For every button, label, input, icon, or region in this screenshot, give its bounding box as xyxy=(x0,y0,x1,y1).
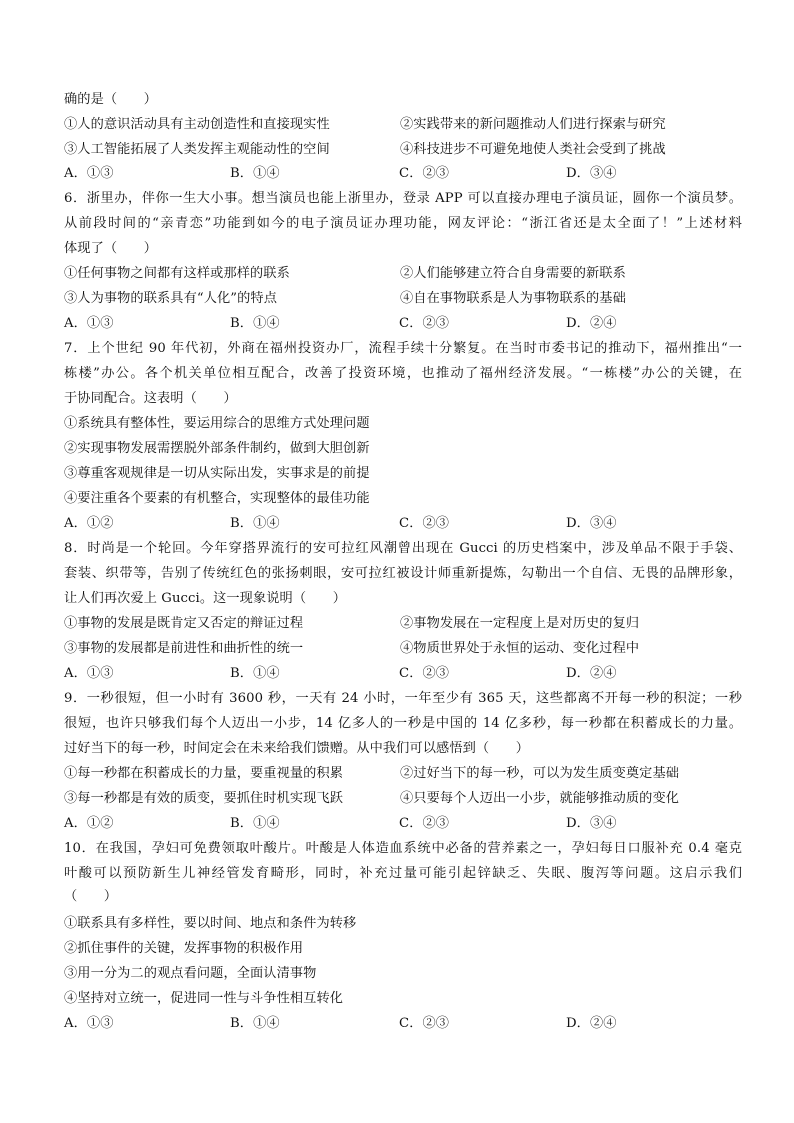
q9-option-d: D．③④ xyxy=(566,816,617,831)
option-d: D．③④ xyxy=(566,166,617,181)
q9-option-c: C．②③ xyxy=(399,816,450,831)
q8-item-1: ①事物的发展是既肯定又否定的辩证过程 xyxy=(64,616,304,631)
q10-option-b: B．①④ xyxy=(230,1016,280,1031)
q9-item-3: ③每一秒都是有效的质变，要抓住时机实现飞跃 xyxy=(64,791,344,806)
q6-option-a: A．①③ xyxy=(64,316,114,331)
q9-item-1: ①每一秒都在积蓄成长的力量，要重视量的积累 xyxy=(64,766,344,781)
q10-option-a: A．①③ xyxy=(64,1016,114,1031)
q6-item-3: ③人为事物的联系具有“人化”的特点 xyxy=(64,291,277,306)
q10-item-1: ①联系具有多样性，要以时间、地点和条件为转移 xyxy=(64,916,357,931)
q8-item-3: ③事物的发展都是前进性和曲折性的统一 xyxy=(64,641,304,656)
choice-item-3: ③人工智能拓展了人类发挥主观能动性的空间 xyxy=(64,142,330,157)
q7-stem-line-3: 于协同配合。这表明（ ） xyxy=(64,391,237,406)
q7-option-b: B．①④ xyxy=(230,516,280,531)
q10-item-2: ②抓住事件的关键，发挥事物的积极作用 xyxy=(64,941,304,956)
q8-option-a: A．①③ xyxy=(64,666,114,681)
q8-stem-line-1: 8．时尚是一个轮回。今年穿搭界流行的安可拉红风潮曾出现在 Gucci 的历史档案中，涉及单品不限于手袋、 xyxy=(64,541,742,556)
q6-option-b: B．①④ xyxy=(230,316,280,331)
q10-stem-line-2: 叶酸可以预防新生儿神经管发育畸形，同时，补充过量可能引起锌缺乏、失眠、腹泻等问题。这启示我们 xyxy=(64,866,742,881)
q7-stem-line-1: 7．上个世纪 90 年代初，外商在福州投资办厂，流程手续十分繁复。在当时市委书记的推动下，福州推出“一 xyxy=(64,341,742,356)
q8-option-d: D．②④ xyxy=(566,666,617,681)
q8-option-c: C．②③ xyxy=(399,666,450,681)
q9-stem-line-2: 很短，也许只够我们每个人迈出一小步，14 亿多人的一秒是中国的 14 亿多秒，每一秒都在积蓄成长的力量。 xyxy=(64,716,742,731)
q8-item-4: ④物质世界处于永恒的运动、变化过程中 xyxy=(400,641,640,656)
option-a: A．①③ xyxy=(64,166,114,181)
choice-item-1: ①人的意识活动具有主动创造性和直接现实性 xyxy=(64,117,330,132)
q6-option-d: D．②④ xyxy=(566,316,617,331)
q6-stem-line-3: 体现了（ ） xyxy=(64,241,158,256)
q8-stem-line-3: 让人们再次爱上 Gucci。这一现象说明（ ） xyxy=(64,591,346,606)
q6-stem-line-2: 从前段时间的“亲青恋”功能到如今的电子演员证办理功能，网友评论：“浙江省还是太全面了！”上述材料 xyxy=(64,216,742,231)
question-stem-end: 确的是（ ） xyxy=(64,92,158,107)
q6-stem-line-1: 6．浙里办，伴你一生大小事。想当演员也能上浙里办，登录 APP 可以直接办理电子演员证，圆你一个演员梦。 xyxy=(64,191,742,206)
q7-item-1: ①系统具有整体性，要运用综合的思维方式处理问题 xyxy=(64,416,370,431)
q6-item-1: ①任何事物之间都有这样或那样的联系 xyxy=(64,266,290,281)
q9-stem-line-3: 过好当下的每一秒，时间定会在未来给我们馈赠。从中我们可以感悟到（ ） xyxy=(64,741,530,756)
q10-stem-line-1: 10．在我国，孕妇可免费领取叶酸片。叶酸是人体造血系统中必备的营养素之一，孕妇每日口服补充 0.4 毫克 xyxy=(64,841,742,856)
q7-option-a: A．①② xyxy=(64,516,114,531)
q7-stem-line-2: 栋楼”办公。各个机关单位相互配合，改善了投资环境，也推动了福州经济发展。“一栋楼”办公的关键，在 xyxy=(64,366,742,381)
q9-option-b: B．①④ xyxy=(230,816,280,831)
q6-item-4: ④自在事物联系是人为事物联系的基础 xyxy=(400,291,626,306)
q10-item-4: ④坚持对立统一，促进同一性与斗争性相互转化 xyxy=(64,991,344,1006)
choice-item-2: ②实践带来的新问题推动人们进行探索与研究 xyxy=(400,117,666,132)
q9-item-4: ④只要每个人迈出一小步，就能够推动质的变化 xyxy=(400,791,680,806)
q7-item-4: ④要注重各个要素的有机整合，实现整体的最佳功能 xyxy=(64,491,370,506)
q7-option-c: C．②③ xyxy=(399,516,450,531)
q8-stem-line-2: 套装、织带等，告别了传统红色的张扬刺眼，安可拉红被设计师重新提炼，勾勒出一个自信、无畏的品牌形象， xyxy=(64,566,742,581)
q9-option-a: A．①② xyxy=(64,816,114,831)
option-b: B．①④ xyxy=(230,166,280,181)
q10-option-d: D．②④ xyxy=(566,1016,617,1031)
q6-item-2: ②人们能够建立符合自身需要的新联系 xyxy=(400,266,626,281)
q9-item-2: ②过好当下的每一秒，可以为发生质变奠定基础 xyxy=(400,766,680,781)
q6-option-c: C．②③ xyxy=(399,316,450,331)
q10-item-3: ③用一分为二的观点看问题，全面认清事物 xyxy=(64,966,317,981)
choice-item-4: ④科技进步不可避免地使人类社会受到了挑战 xyxy=(400,142,666,157)
q7-option-d: D．③④ xyxy=(566,516,617,531)
q8-item-2: ②事物发展在一定程度上是对历史的复归 xyxy=(400,616,640,631)
option-c: C．②③ xyxy=(399,166,450,181)
q7-item-3: ③尊重客观规律是一切从实际出发，实事求是的前提 xyxy=(64,466,370,481)
q10-option-c: C．②③ xyxy=(399,1016,450,1031)
q8-option-b: B．①④ xyxy=(230,666,280,681)
q9-stem-line-1: 9．一秒很短，但一小时有 3600 秒，一天有 24 小时，一年至少有 365 天，这些都离不开每一秒的积淀；一秒 xyxy=(64,691,742,706)
q7-item-2: ②实现事物发展需摆脱外部条件制约，做到大胆创新 xyxy=(64,441,370,456)
q10-stem-line-3: （ ） xyxy=(64,889,118,904)
